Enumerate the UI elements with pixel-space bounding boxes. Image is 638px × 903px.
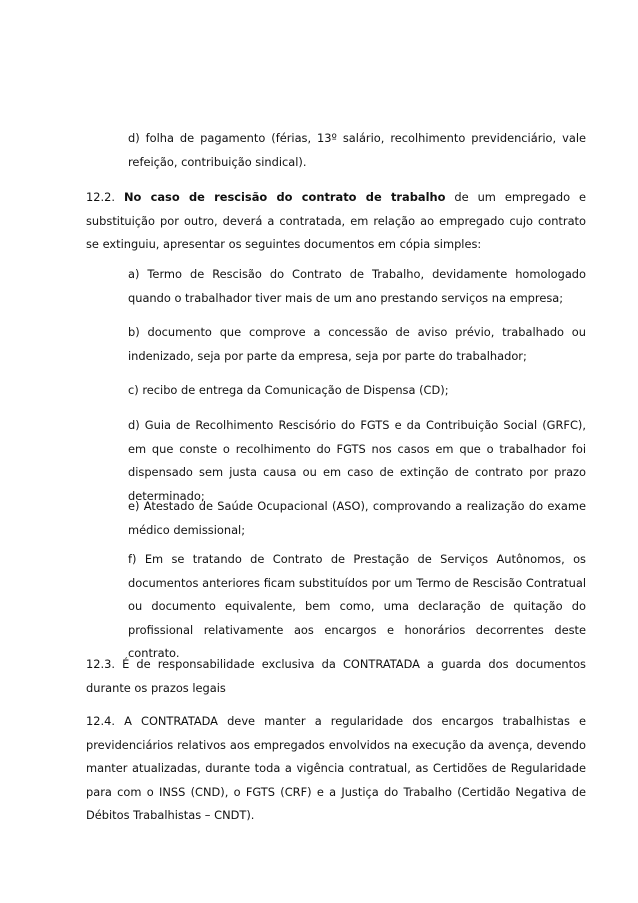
item-a: a) Termo de Rescisão do Contrato de Trabalho, devidamente homologado quando o trabalhador tiver mais de um ano prestando serviços na empresa; xyxy=(128,267,586,305)
item-b: b) documento que comprove a concessão de aviso prévio, trabalhado ou indenizado, seja por parte da empresa, seja por parte do trabalhador; xyxy=(128,325,586,363)
clause-12-3: 12.3. É de responsabilidade exclusiva da CONTRATADA a guarda dos documentos durante os prazos legais xyxy=(86,657,586,695)
item-f: f) Em se tratando de Contrato de Prestação de Serviços Autônomos, os documentos anteriores ficam substituídos por um Termo de Rescisão Contratual ou documento equivalente, bem como, uma declaração de quitação do profissional relativamente aos encargos e honorários decorrentes deste contrato. xyxy=(128,552,586,660)
clause-12-2-number: 12.2. xyxy=(86,190,115,204)
clause-12-2-bold-lead: No caso de rescisão do contrato de trabalho xyxy=(123,190,446,204)
item-d: d) Guia de Recolhimento Rescisório do FGTS e da Contribuição Social (GRFC), em que conste o recolhimento do FGTS nos casos em que o trabalhador foi dispensado sem justa causa ou em caso de extinção de contrato por prazo determinado; xyxy=(128,418,586,503)
clause-12-2-text: de um empregado e substituição por outro, deverá a contratada, em relação ao empregado cujo contrato se extinguiu, apresentar os seguintes documentos em cópia simples: xyxy=(86,190,587,251)
clause-12-2 xyxy=(86,186,586,257)
item-d-payroll: d) folha de pagamento (férias, 13º salário, recolhimento previdenciário, vale refeição, contribuição sindical). xyxy=(128,131,586,169)
clause-12-4: 12.4. A CONTRATADA deve manter a regularidade dos encargos trabalhistas e previdenciários relativos aos empregados envolvidos na execução da avença, devendo manter atualizadas, durante toda a vigência contratual, as Certidões de Regularidade para com o INSS (CND), o FGTS (CRF) e a Justiça do Trabalho (Certidão Negativa de Débitos Trabalhistas – CNDT). xyxy=(86,714,586,822)
item-c: c) recibo de entrega da Comunicação de Dispensa (CD); xyxy=(128,383,449,397)
item-e: e) Atestado de Saúde Ocupacional (ASO), comprovando a realização do exame médico demissional; xyxy=(128,499,586,537)
